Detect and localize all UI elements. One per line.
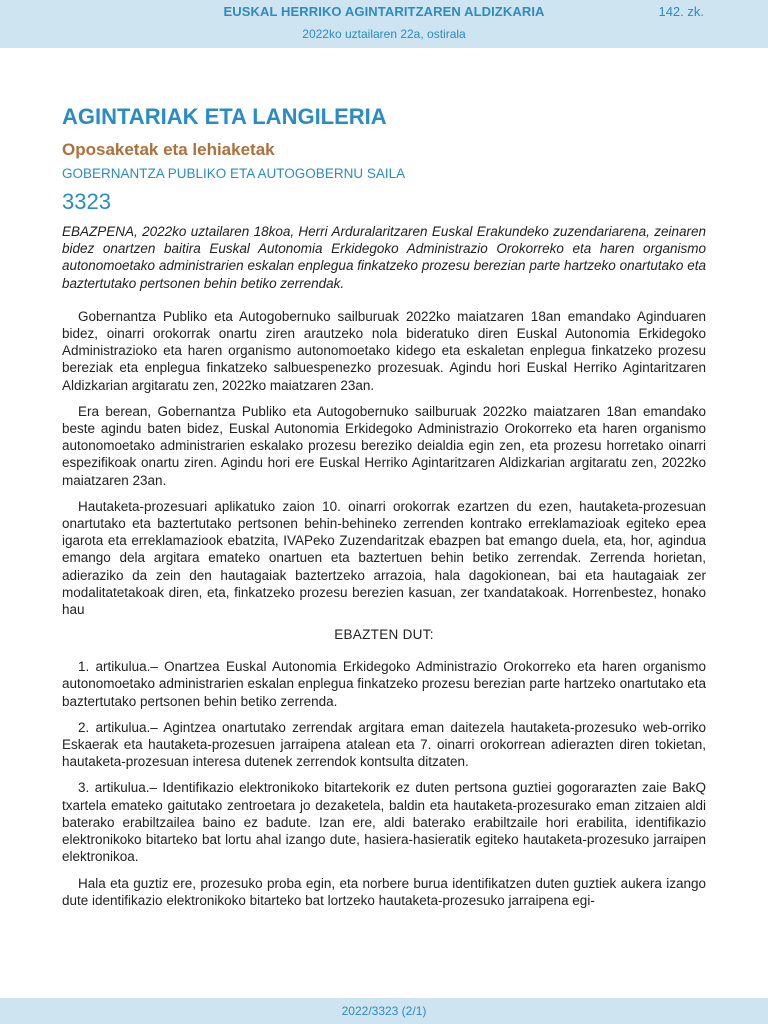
journal-header: [0, 0, 768, 48]
department-name: GOBERNANTZA PUBLIKO ETA AUTOGOBERNU SAILA: [62, 166, 406, 181]
article: 1. artikulua.– Onartzea Euskal Autonomia Erkidegoko Administrazio Orokorreko eta haren organismo autonomoetako administrarien eskalan enplegua finkatzeko prozesu berezian parte hartzeko onartutako eta baztertutako pertsonen behin betiko zerrenda.: [62, 659, 706, 709]
document-number: 3323: [62, 189, 111, 214]
section-title: AGINTARIAK ETA LANGILERIA: [62, 104, 387, 129]
issue-date: 2022ko uztailaren 22a, ostirala: [302, 27, 466, 41]
decree-heading: EBAZTEN DUT:: [334, 627, 434, 643]
article: 3. artikulua.– Identifikazio elektronikoko bitartekorik ez duten pertsona guztiei gogorarazten zaie BakQ txartela emateko gaitutako zentroetara jo dezaketela, baldin eta hautaketa-prozesurako eman zitzaien aldi baterako erabiltzailea baino ez badute. Izan ere, aldi baterako erabiltzaile hori erabilita, identifikazio elektronikoko bitarteko bat lortu ahal izango dute, hasiera-hasieratik egiteko hautaketa-prozesuko jarraipen elektronikoa.: [62, 780, 706, 865]
paragraph: Hala eta guztiz ere, prozesuko proba egin, eta norbere burua identifikatzen duten guztiek aukera izango dute identifikazio elektronikoko bitarteko bat lortzeko hautaketa-prozesuko jarraipena egi-: [62, 875, 706, 908]
body-text: [62, 308, 706, 909]
paragraph: Hautaketa-prozesuari aplikatuko zaion 10. oinarri orokorrak ezartzen du ezen, hautaketa-prozesuan onartutako eta baztertutako pertsonen behin-behineko zerrenden kontrako erreklamazioak egiteko epea igarota eta erreklamaziook ebatzita, IVAPeko Zuzendaritzak ebazpen bat emango duela, eta, hor, agindua emango dela argitara emateko onartuen eta baztertuen behin betiko zerrendak. Zerrenda horietan, adieraziko da zein den hautagaiak baztertzeko arrazoia, hala dagokionean, bai eta hautagaiak zer modalitatetakoak diren, eta, finkatzeko prozesu berezien kasuan, zer txandatakoak. Horrenbestez, honako hau: [62, 498, 706, 618]
page-footer: [0, 998, 768, 1024]
resolution-summary: EBAZPENA, 2022ko uztailaren 18koa, Herri Arduralaritzaren Euskal Erakundeko zuzendariarena, zeinaren bidez onartzen baitira Euskal Autonomia Erkidegoko Administrazio Orokorreko eta haren organismo autonomoetako administrarien eskalan enplegua finkatzeko prozesu berezian parte hartzeko onartutako eta baztertutako pertsonen behin betiko zerrendak.: [62, 224, 706, 291]
paragraph: Gobernantza Publiko eta Autogobernuko sailburuak 2022ko maiatzaren 18an emandako Aginduaren bidez, oinarri orokorrak onartu ziren arautzeko nola bideratuko diren Euskal Autonomia Erkidegoko Administrazioko eta haren organismo autonomoetako kidego eta eskaletan enplegua finkatzeko prozesu bereziak eta enplegua finkatzeko salbuespenezko prozesuak. Agindu hori Euskal Herriko Agintaritzaren Aldizkarian argitaratu zen, 2022ko maiatzaren 23an.: [62, 308, 706, 393]
article: 2. artikulua.– Agintzea onartutako zerrendak argitara eman daitezela hautaketa-prozesuko web-orriko Eskaerak eta hautaketa-prozesuen jarraipena atalean eta 7. oinarri orokorrean adierazten diren tokietan, hautaketa-prozesuan interesa dutenek zerrendok kontsulta ditzaten.: [62, 719, 706, 770]
page-reference: 2022/3323 (2/1): [341, 1004, 427, 1018]
issue-number: 142. zk.: [658, 4, 704, 19]
journal-title: EUSKAL HERRIKO AGINTARITZAREN ALDIZKARIA: [223, 4, 545, 19]
document-content: [62, 100, 706, 918]
paragraph: Era berean, Gobernantza Publiko eta Autogobernuko sailburuak 2022ko maiatzaren 18an emandako beste agindu baten bidez, Euskal Autonomia Erkidegoko Administrazio Orokorreko eta haren organismo autonomoetako administrarien eskalako prozesu bereziko deialdia egin zen, eta prozesu horretako oinarri espezifikoak onartu ziren. Agindu hori ere Euskal Herriko Agintaritzaren Aldizkarian argitaratu zen, 2022ko maiatzaren 23an.: [62, 403, 706, 488]
subsection-title: Oposaketak eta lehiaketak: [62, 140, 275, 159]
